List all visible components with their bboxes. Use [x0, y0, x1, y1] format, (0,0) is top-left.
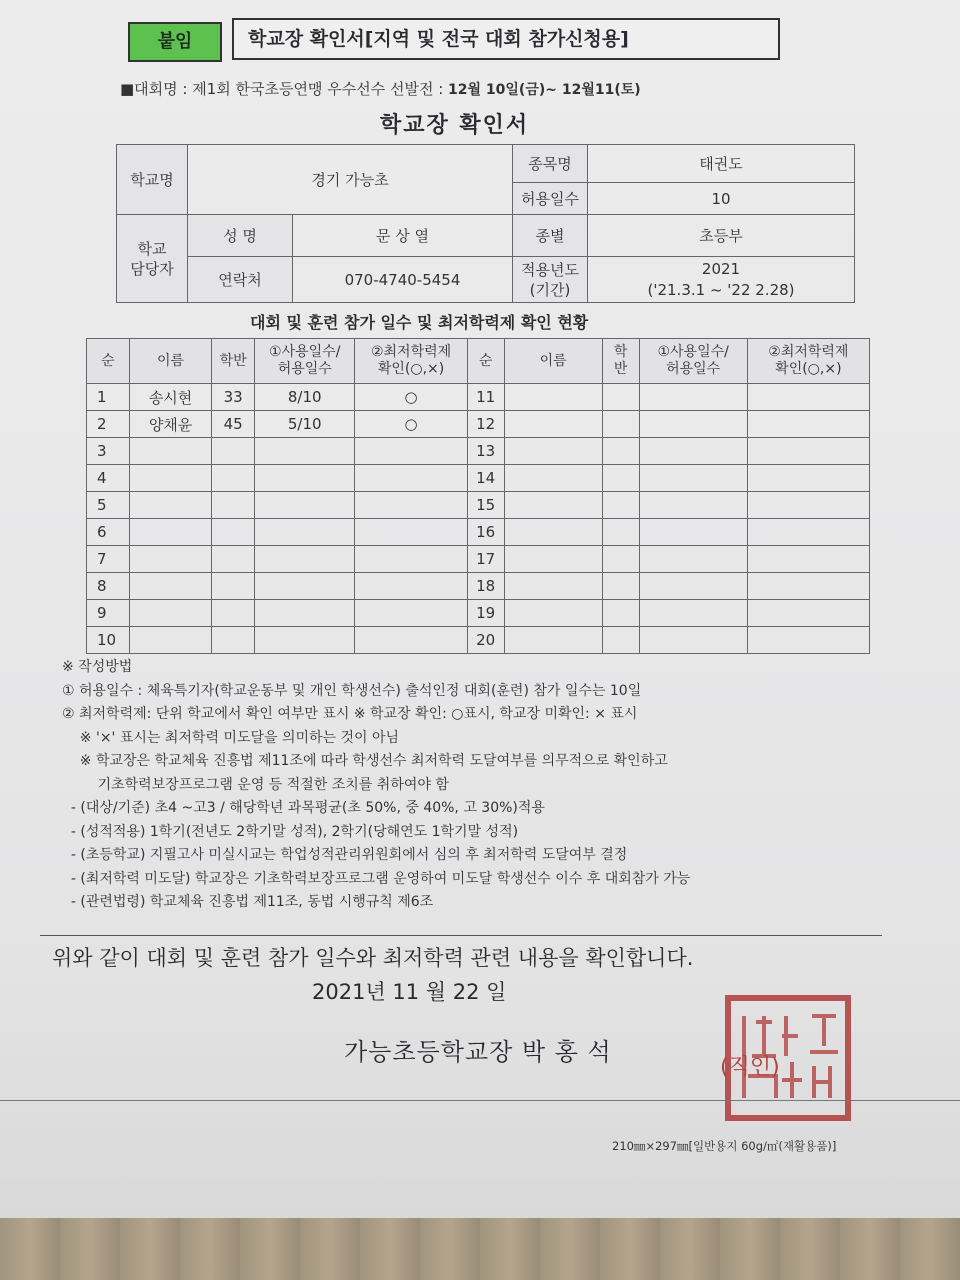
- row-class: 45: [212, 411, 255, 438]
- principal-name: 가능초등학교장 박 홍 석: [344, 1038, 612, 1066]
- row-class-2: [602, 492, 639, 519]
- col-name: 이름: [129, 339, 211, 384]
- year-cell: [588, 257, 855, 303]
- instruction-line: - (관련법령) 학교체육 진흥법 제11조, 동법 시행규칙 제6조: [62, 894, 434, 910]
- row-class-2: [602, 465, 639, 492]
- row-used-2: [639, 438, 747, 465]
- row-name: 양채윤: [129, 411, 211, 438]
- divider: [40, 935, 882, 936]
- name-label: 성 명: [188, 215, 293, 257]
- row-check: [355, 573, 467, 600]
- row-name-2: [504, 492, 602, 519]
- participation-table: [86, 338, 870, 654]
- row-class: [212, 600, 255, 627]
- row-no-2: 14: [467, 465, 504, 492]
- issue-date: 2021년 11 월 22 일: [312, 980, 507, 1004]
- row-used-2: [639, 384, 747, 411]
- row-check: [355, 465, 467, 492]
- row-name-2: [504, 627, 602, 654]
- instruction-line: ※ 학교장은 학교체육 진흥법 제11조에 따라 학생선수 최저학력 도달여부를 의무적으로 확인하고: [62, 753, 668, 769]
- row-check-2: [747, 411, 869, 438]
- row-no: 1: [87, 384, 130, 411]
- row-used: [255, 492, 355, 519]
- instruction-line: - (초등학교) 지필고사 미실시교는 학업성적관리위원회에서 심의 후 최저학력 도달여부 결정: [62, 847, 628, 863]
- division-value: 초등부: [588, 215, 855, 257]
- row-check-2: [747, 384, 869, 411]
- table-row: [87, 573, 870, 600]
- form-title: 학교장 확인서[지역 및 전국 대회 참가신청용]: [232, 18, 780, 60]
- row-check: [355, 519, 467, 546]
- row-name: [129, 438, 211, 465]
- row-no-2: 15: [467, 492, 504, 519]
- row-check-2: [747, 600, 869, 627]
- instruction-line: - (최저학력 미도달) 학교장은 기초학력보장프로그램 운영하여 미도달 학생선수 이수 후 대회참가 가능: [62, 870, 691, 887]
- row-check-2: [747, 438, 869, 465]
- row-name-2: [504, 438, 602, 465]
- row-name-2: [504, 465, 602, 492]
- row-no: 4: [87, 465, 130, 492]
- row-class: 33: [212, 384, 255, 411]
- row-class: [212, 546, 255, 573]
- paper-size-note: 210㎜×297㎜[일반용지 60g/㎡(재활용품)]: [612, 1139, 837, 1153]
- row-used-2: [639, 411, 747, 438]
- col-name-2: 이름: [504, 339, 602, 384]
- row-no: 7: [87, 546, 130, 573]
- row-class: [212, 438, 255, 465]
- year-value: 2021: [701, 259, 741, 278]
- instruction-line: - (성적적용) 1학기(전년도 2학기말 성적), 2학기(당해연도 1학기말 성적): [62, 823, 519, 840]
- row-used-2: [639, 627, 747, 654]
- instruction-line: ※ 작성방법: [62, 659, 133, 675]
- row-no-2: 16: [467, 519, 504, 546]
- row-used: [255, 573, 355, 600]
- row-class-2: [602, 384, 639, 411]
- row-class-2: [602, 438, 639, 465]
- event-dates: 12월 10일(금)~ 12월11(토): [448, 82, 641, 98]
- row-check-2: [747, 465, 869, 492]
- row-class-2: [602, 546, 639, 573]
- row-name-2: [504, 573, 602, 600]
- row-class: [212, 465, 255, 492]
- row-name: [129, 600, 211, 627]
- row-no-2: 17: [467, 546, 504, 573]
- row-used: [255, 627, 355, 654]
- col-used-2: ①사용일수/ 허용일수: [639, 339, 747, 384]
- row-check-2: [747, 573, 869, 600]
- row-check: [355, 600, 467, 627]
- row-used-2: [639, 492, 747, 519]
- col-no: 순: [87, 339, 130, 384]
- event-name: ■대회명 : 제1회 한국초등연맹 우수선수 선발전 :: [120, 80, 449, 98]
- instruction-line: ① 허용일수 : 체육특기자(학교운동부 및 개인 학생선수) 출석인정 대회(훈련) 참가 일수는 10일: [62, 682, 642, 699]
- col-used: ①사용일수/ 허용일수: [255, 339, 355, 384]
- row-used: [255, 519, 355, 546]
- row-used-2: [639, 573, 747, 600]
- row-name: [129, 546, 211, 573]
- instructions: [62, 656, 690, 915]
- contact-person-label: 학교 담당자: [117, 215, 188, 303]
- row-name-2: [504, 384, 602, 411]
- row-name: [129, 573, 211, 600]
- period-value: ('21.3.1 ~ '22 2.28): [647, 280, 795, 299]
- instruction-line: ② 최저학력제: 단위 학교에서 확인 여부만 표시 ※ 학교장 확인: ○표시, 학교장 미확인: × 표시: [62, 706, 638, 722]
- seal-label: (직인): [720, 1055, 780, 1080]
- row-no: 3: [87, 438, 130, 465]
- row-check: [355, 546, 467, 573]
- row-check: [355, 627, 467, 654]
- instruction-line: 기초학력보장프로그램 운영 등 적절한 조치를 취하여야 함: [62, 776, 449, 793]
- col-no-2: 순: [467, 339, 504, 384]
- row-class: [212, 492, 255, 519]
- col-class: 학반: [212, 339, 255, 384]
- row-no-2: 18: [467, 573, 504, 600]
- confirmation-text: 위와 같이 대회 및 훈련 참가 일수와 최저학력 관련 내용을 확인합니다.: [52, 946, 694, 970]
- school-label: 학교명: [117, 145, 188, 215]
- row-used: 5/10: [255, 411, 355, 438]
- table-row: [87, 627, 870, 654]
- event-line: [120, 78, 641, 99]
- phone-value: 070-4740-5454: [293, 257, 513, 303]
- row-used: [255, 438, 355, 465]
- row-class: [212, 627, 255, 654]
- row-check-2: [747, 546, 869, 573]
- table-row: [87, 465, 870, 492]
- row-no-2: 12: [467, 411, 504, 438]
- row-used: [255, 600, 355, 627]
- year-label: 적용년도 (기간): [513, 257, 588, 303]
- col-class-2: 학 반: [602, 339, 639, 384]
- row-check: [355, 438, 467, 465]
- col-check: ②최저학력제 확인(○,×): [355, 339, 467, 384]
- row-no: 2: [87, 411, 130, 438]
- row-no: 9: [87, 600, 130, 627]
- row-class-2: [602, 573, 639, 600]
- row-check: ○: [355, 411, 467, 438]
- table-row: [87, 492, 870, 519]
- row-no: 5: [87, 492, 130, 519]
- row-class-2: [602, 519, 639, 546]
- row-used-2: [639, 519, 747, 546]
- table-row: [87, 438, 870, 465]
- row-no: 8: [87, 573, 130, 600]
- row-no-2: 20: [467, 627, 504, 654]
- row-used: 8/10: [255, 384, 355, 411]
- row-name-2: [504, 411, 602, 438]
- row-no-2: 19: [467, 600, 504, 627]
- row-used-2: [639, 600, 747, 627]
- background-floor: [0, 1218, 960, 1280]
- school-value: 경기 가능초: [188, 145, 513, 215]
- row-no: 6: [87, 519, 130, 546]
- row-class-2: [602, 411, 639, 438]
- division-label: 종별: [513, 215, 588, 257]
- row-used: [255, 546, 355, 573]
- row-check-2: [747, 492, 869, 519]
- row-check-2: [747, 627, 869, 654]
- table-row: [87, 411, 870, 438]
- row-used: [255, 465, 355, 492]
- row-name-2: [504, 519, 602, 546]
- table-row: [87, 546, 870, 573]
- row-no: 10: [87, 627, 130, 654]
- row-check: ○: [355, 384, 467, 411]
- school-info-table: [116, 144, 855, 303]
- row-used-2: [639, 465, 747, 492]
- row-name: [129, 627, 211, 654]
- table-row: [87, 384, 870, 411]
- page-title: 학교장 확인서: [380, 113, 530, 138]
- row-name: [129, 465, 211, 492]
- table-row: [87, 600, 870, 627]
- row-check-2: [747, 519, 869, 546]
- row-no-2: 13: [467, 438, 504, 465]
- row-used-2: [639, 546, 747, 573]
- table-row: [87, 519, 870, 546]
- attachment-badge: 붙임: [128, 22, 222, 62]
- allowed-days-label: 허용일수: [513, 183, 588, 215]
- instruction-line: - (대상/기준) 초4 ~고3 / 해당학년 과목평균(초 50%, 중 40%, 고 30%)적용: [62, 800, 545, 816]
- row-no-2: 11: [467, 384, 504, 411]
- row-name: [129, 492, 211, 519]
- sport-value: 태권도: [588, 145, 855, 183]
- name-value: 문 상 열: [293, 215, 513, 257]
- row-class-2: [602, 600, 639, 627]
- sport-label: 종목명: [513, 145, 588, 183]
- row-class: [212, 573, 255, 600]
- col-check-2: ②최저학력제 확인(○,×): [747, 339, 869, 384]
- phone-label: 연락처: [188, 257, 293, 303]
- row-name-2: [504, 600, 602, 627]
- allowed-days-value: 10: [588, 183, 855, 215]
- row-check: [355, 492, 467, 519]
- row-name-2: [504, 546, 602, 573]
- row-name: [129, 519, 211, 546]
- section-title: 대회 및 훈련 참가 일수 및 최저학력제 확인 현황: [250, 313, 589, 332]
- instruction-line: ※ '×' 표시는 최저학력 미도달을 의미하는 것이 아님: [62, 729, 400, 746]
- row-name: 송시현: [129, 384, 211, 411]
- row-class: [212, 519, 255, 546]
- row-class-2: [602, 627, 639, 654]
- bottom-rule: [0, 1100, 960, 1101]
